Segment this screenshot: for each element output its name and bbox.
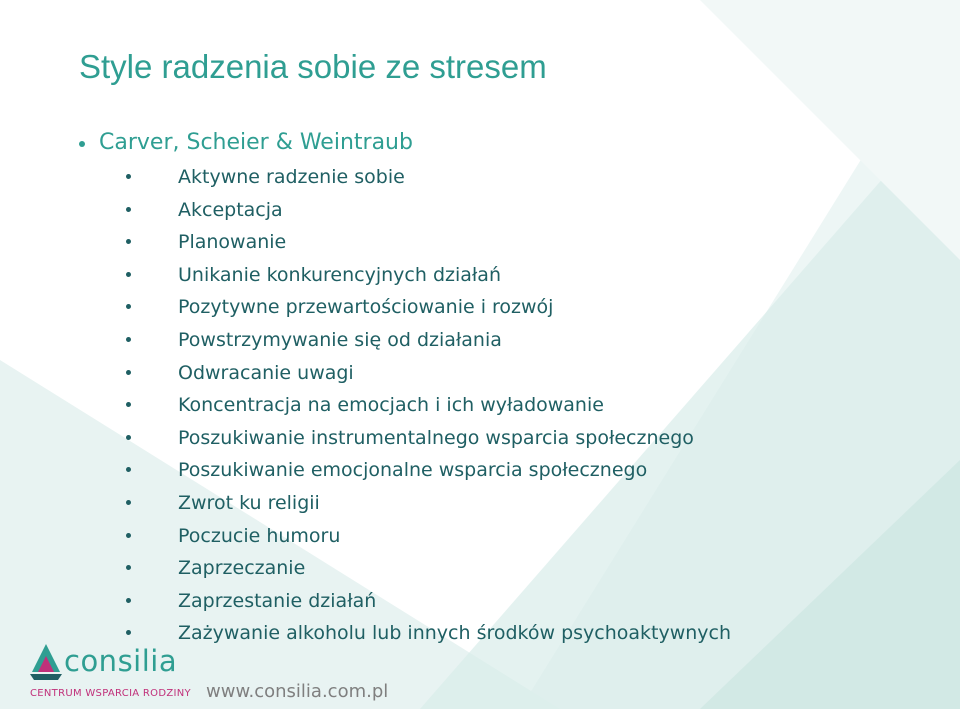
bullet-icon (126, 435, 131, 440)
bullet-icon (126, 500, 131, 505)
author-line: Carver, Scheier & Weintraub (99, 130, 413, 155)
bullet-icon (126, 174, 131, 179)
bullet-icon (126, 370, 131, 375)
website-url[interactable]: www.consilia.com.pl (206, 681, 389, 702)
bullet-icon (126, 207, 131, 212)
bullet-icon (126, 533, 131, 538)
bullet-icon (126, 598, 131, 603)
slide-title: Style radzenia sobie ze stresem (79, 48, 547, 85)
bullet-icon (79, 141, 85, 147)
logo-name: consilia (64, 644, 178, 678)
logo-subtitle: CENTRUM WSPARCIA RODZINY (30, 688, 191, 699)
bullet-icon (126, 337, 131, 342)
bullet-icon (126, 272, 131, 277)
